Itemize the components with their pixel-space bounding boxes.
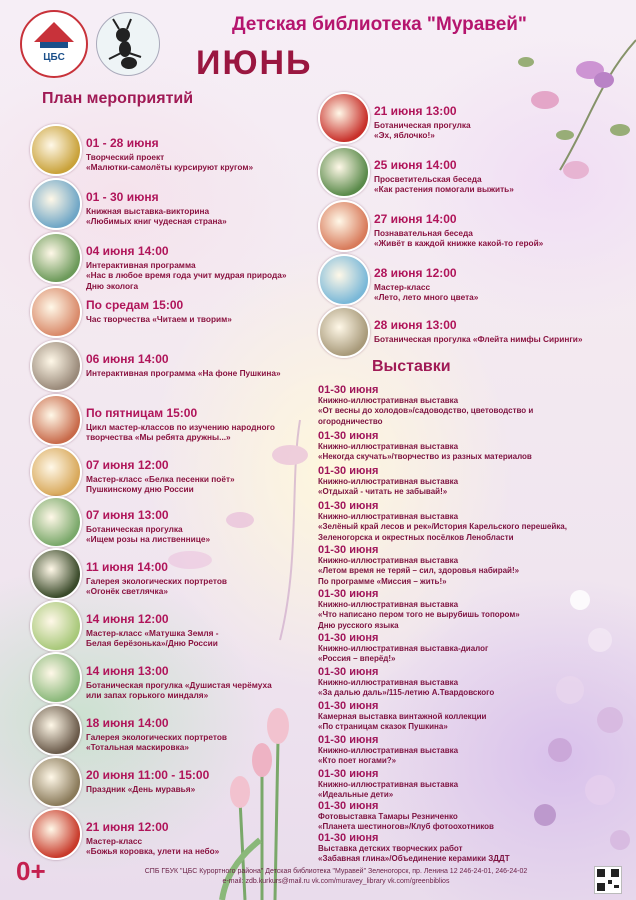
exhibition-item bbox=[318, 734, 618, 767]
exhibition-date: 01-30 июня bbox=[318, 384, 379, 396]
nettle-icon bbox=[318, 146, 370, 198]
exhibition-description: Книжно-иллюстративная выставка «Что написано пером того не вырубишь топором» Дню русского языка bbox=[318, 600, 520, 630]
age-rating: 0+ bbox=[16, 856, 46, 886]
event-date: 27 июня 14:00 bbox=[374, 212, 457, 226]
birch-tree-icon bbox=[30, 600, 82, 652]
exhibition-date: 01-30 июня bbox=[318, 500, 379, 512]
event-date: 07 июня 12:00 bbox=[86, 458, 169, 472]
event-date: 25 июня 14:00 bbox=[374, 158, 457, 172]
folk-craft-icon bbox=[30, 394, 82, 446]
ant-library-logo bbox=[96, 12, 160, 76]
ladybug-icon bbox=[30, 808, 82, 860]
pushkin-portrait-icon bbox=[30, 340, 82, 392]
exhibition-date: 01-30 июня bbox=[318, 430, 379, 442]
event-description: Просветительская беседа «Как растения помогали выжить» bbox=[374, 174, 514, 195]
event-description: Ботаническая прогулка «Эх, яблочко!» bbox=[374, 120, 471, 141]
event-date: 01 - 30 июня bbox=[86, 190, 159, 204]
event-date: По средам 15:00 bbox=[86, 298, 184, 312]
event-date: 07 июня 13:00 bbox=[86, 508, 169, 522]
exhibition-date: 01-30 июня bbox=[318, 465, 379, 477]
bee-icon bbox=[30, 124, 82, 176]
ant-icon bbox=[97, 13, 159, 75]
footer-contacts: e-mail: zdb.kurkurs@mail.ru vk.com/muravey_library vk.com/greenbiblios bbox=[222, 878, 450, 885]
library-network-logo bbox=[20, 10, 88, 78]
summer-landscape-icon bbox=[318, 254, 370, 306]
exhibition-item bbox=[318, 465, 618, 498]
apple-icon bbox=[318, 92, 370, 144]
exhibition-item bbox=[318, 700, 618, 733]
event-description: Ботаническая прогулка «Флейта нимфы Сиринги» bbox=[374, 334, 583, 344]
exhibition-description: Камерная выставка винтажной коллекции «По страницам сказок Пушкина» bbox=[318, 712, 487, 732]
event-date: 21 июня 13:00 bbox=[374, 104, 457, 118]
exhibition-item bbox=[318, 632, 618, 665]
footer-address: СПБ ГБУК "ЦБС Курортного района" Детская библиотека "Муравей" Зеленогорск, пр. Ленина 12 246-24-01, 246-24-02 bbox=[144, 868, 528, 875]
event-description: Интерактивная программа «Нас в любое время года учит мудрая природа» Дню эколога bbox=[86, 260, 287, 291]
exhibition-date: 01-30 июня bbox=[318, 734, 379, 746]
event-date: 01 - 28 июня bbox=[86, 136, 159, 150]
event-description: Мастер-класс «Божья коровка, улети на небо» bbox=[86, 836, 220, 857]
event-description: Ботаническая прогулка «Душистая черёмуха или запах горького миндаля» bbox=[86, 680, 272, 701]
firefly-icon bbox=[30, 548, 82, 600]
exhibition-item bbox=[318, 500, 618, 543]
fairytale-town-icon bbox=[30, 178, 82, 230]
exhibition-date: 01-30 июня bbox=[318, 666, 379, 678]
event-date: 21 июня 12:00 bbox=[86, 820, 169, 834]
nymph-icon bbox=[318, 306, 370, 358]
event-date: 28 июня 13:00 bbox=[374, 318, 457, 332]
event-date: 06 июня 14:00 bbox=[86, 352, 169, 366]
exhibition-description: Книжно-иллюстративная выставка «Отдыхай - читать не забывай!» bbox=[318, 477, 459, 497]
exhibition-date: 01-30 июня bbox=[318, 632, 379, 644]
event-date: 14 июня 13:00 bbox=[86, 664, 169, 678]
exhibition-description: Книжно-иллюстративная выставка «Кто поет ногами?» bbox=[318, 746, 459, 766]
exhibition-description: Книжно-иллюстративная выставка «Некогда скучать»/творчество из разных материалов bbox=[318, 442, 532, 462]
qr-code[interactable] bbox=[594, 866, 622, 894]
svg-text:ЦБС: ЦБС bbox=[43, 52, 65, 63]
book-fan-icon bbox=[22, 12, 86, 76]
exhibition-date: 01-30 июня bbox=[318, 800, 379, 812]
exhibition-description: Книжно-иллюстративная выставка «Идеальные дети» bbox=[318, 780, 459, 800]
exhibition-item bbox=[318, 588, 618, 631]
exhibition-description: Фотовыставка Тамары Резниченко «Планета шестиногов»/Клуб фотоохотников bbox=[318, 812, 494, 832]
event-description: Книжная выставка-викторина «Любимых книг чудесная страна» bbox=[86, 206, 227, 227]
exhibitions-heading: Выставки bbox=[372, 358, 451, 375]
exhibition-date: 01-30 июня bbox=[318, 588, 379, 600]
clover-flower-icon bbox=[30, 496, 82, 548]
exhibition-description: Книжно-иллюстративная выставка-диалог «Россия – вперёд!» bbox=[318, 644, 489, 664]
event-description: Ботаническая прогулка «Ищем розы на лиственнице» bbox=[86, 524, 211, 545]
event-description: Час творчества «Читаем и творим» bbox=[86, 314, 232, 324]
owl-icon bbox=[30, 704, 82, 756]
exhibition-description: Книжно-иллюстративная выставка «Летом время не теряй – сил, здоровья набирай!» По программе «Миссия – жить!» bbox=[318, 556, 520, 586]
event-date: 20 июня 11:00 - 15:00 bbox=[86, 768, 210, 782]
event-date: 28 июня 12:00 bbox=[374, 266, 457, 280]
squirrel-painting-icon bbox=[30, 446, 82, 498]
children-reading-icon bbox=[30, 286, 82, 338]
nature-icon bbox=[30, 232, 82, 284]
events-heading: План мероприятий bbox=[42, 90, 194, 107]
library-title: Детская библиотека "Муравей" bbox=[232, 14, 527, 35]
exhibition-item bbox=[318, 384, 618, 427]
exhibition-item bbox=[318, 544, 618, 587]
event-date: По пятницам 15:00 bbox=[86, 406, 198, 420]
exhibition-description: Книжно-иллюстративная выставка «Зелёный край лесов и рек»/История Карельского перешейка, Зеленогорска и окрестных посёлков Ленобласти bbox=[318, 512, 567, 542]
exhibition-description: Книжно-иллюстративная выставка «За далью даль»/115-летию А.Твардовского bbox=[318, 678, 495, 698]
exhibition-item bbox=[318, 666, 618, 699]
exhibition-item bbox=[318, 800, 618, 833]
event-description: Праздник «День муравья» bbox=[86, 784, 196, 794]
exhibition-date: 01-30 июня bbox=[318, 768, 379, 780]
event-description: Галерея экологических портретов «Огонёк светлячка» bbox=[86, 576, 227, 597]
exhibition-description: Книжно-иллюстративная выставка «От весны до холодов»/садоводство, цветоводство и огородничество bbox=[318, 396, 534, 426]
exhibition-item bbox=[318, 832, 618, 865]
event-date: 04 июня 14:00 bbox=[86, 244, 169, 258]
exhibition-date: 01-30 июня bbox=[318, 544, 379, 556]
book-heroes-icon bbox=[318, 200, 370, 252]
event-description: Познавательная беседа «Живёт в каждой книжке какой-то герой» bbox=[374, 228, 544, 249]
event-description: Мастер-класс «Лето, лето много цвета» bbox=[374, 282, 479, 303]
event-description: Мастер-класс «Белка песенки поёт» Пушкинскому дню России bbox=[86, 474, 235, 495]
event-description: Цикл мастер-классов по изучению народного творчества «Мы ребята дружны...» bbox=[86, 422, 275, 443]
ant-icon bbox=[30, 756, 82, 808]
event-description: Мастер-класс «Матушка Земля - Белая берёзонька»/Дню России bbox=[86, 628, 219, 649]
event-description: Галерея экологических портретов «Тотальная маскировка» bbox=[86, 732, 227, 753]
exhibition-item bbox=[318, 430, 618, 463]
exhibition-date: 01-30 июня bbox=[318, 832, 379, 844]
exhibition-description: Выставка детских творческих работ «Забавная глина»/Объединение керамики ЗДДТ bbox=[318, 844, 510, 864]
bird-cherry-icon bbox=[30, 652, 82, 704]
exhibition-date: 01-30 июня bbox=[318, 700, 379, 712]
month-title: ИЮНЬ bbox=[196, 44, 313, 82]
event-description: Творческий проект «Малютки-самолёты курсируют кругом» bbox=[86, 152, 254, 173]
event-date: 18 июня 14:00 bbox=[86, 716, 169, 730]
event-date: 14 июня 12:00 bbox=[86, 612, 169, 626]
event-description: Интерактивная программа «На фоне Пушкина» bbox=[86, 368, 281, 378]
event-date: 11 июня 14:00 bbox=[86, 560, 168, 574]
exhibition-item bbox=[318, 768, 618, 801]
